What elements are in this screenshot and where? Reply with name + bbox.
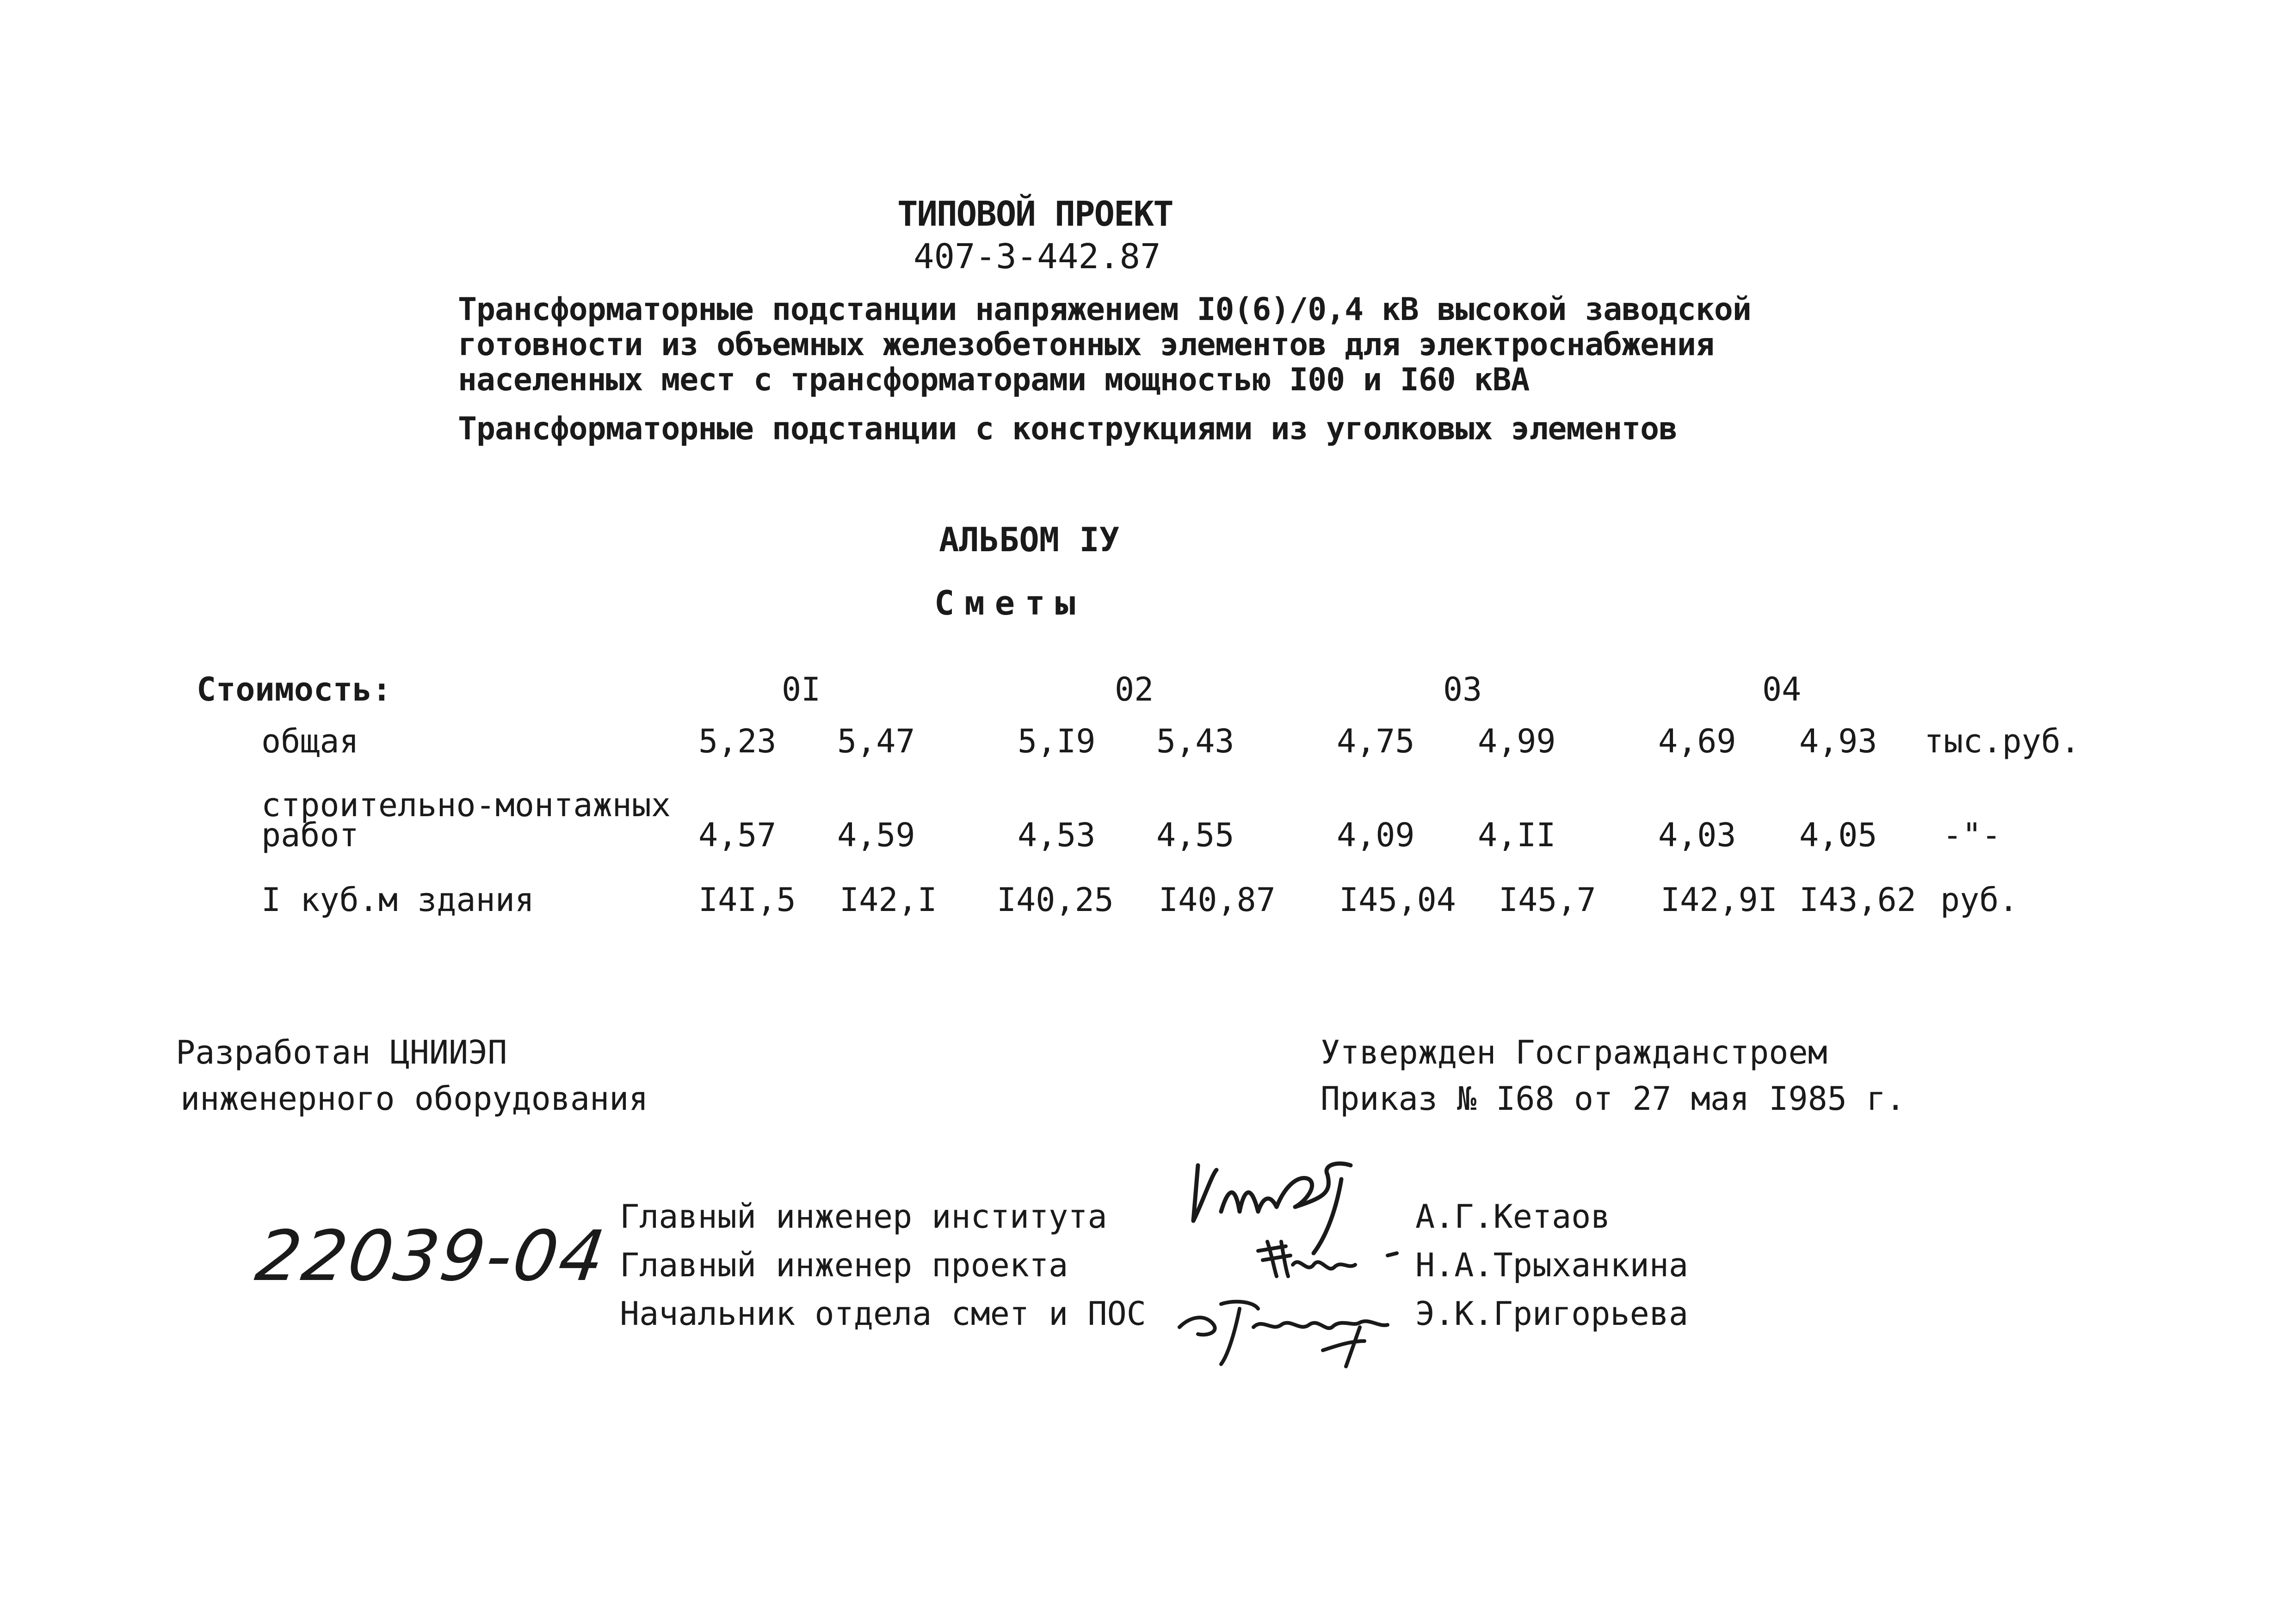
table-cell: I42,I bbox=[839, 881, 937, 919]
table-cell: I40,25 bbox=[997, 881, 1114, 919]
table-cell: I45,04 bbox=[1339, 881, 1456, 919]
table-cell: 4,II bbox=[1478, 816, 1556, 854]
table-cell: 4,93 bbox=[1799, 722, 1877, 760]
approval-line-1: Утвержден Госгражданстроем bbox=[1321, 1034, 1827, 1071]
table-cell: 4,57 bbox=[698, 816, 777, 854]
signatory-title-chief-engineer-project: Главный инженер проекта bbox=[620, 1246, 1068, 1284]
column-header-04: 04 bbox=[1762, 671, 1802, 708]
table-cell: 4,03 bbox=[1658, 816, 1736, 854]
table-cell: 5,43 bbox=[1156, 722, 1234, 760]
unit-label: -"- bbox=[1943, 816, 2001, 854]
project-type-heading: ТИПОВОЙ ПРОЕКТ bbox=[897, 194, 1173, 234]
album-title: Сметы bbox=[934, 584, 1086, 622]
description-line-2: готовности из объемных железобетонных элементов для электроснабжения bbox=[458, 326, 1714, 363]
table-cell: I40,87 bbox=[1159, 881, 1276, 919]
signatory-name-3: Э.К.Григорьева bbox=[1415, 1295, 1689, 1333]
table-cell: 4,75 bbox=[1337, 722, 1415, 760]
approval-line-2: Приказ № I68 от 27 мая I985 г. bbox=[1321, 1080, 1906, 1118]
table-cell: 4,55 bbox=[1156, 816, 1234, 854]
row-label-construction-line-1: строительно-монтажных bbox=[261, 786, 671, 824]
signatory-name-1: А.Г.Кетаов bbox=[1415, 1198, 1611, 1236]
row-label-per-cubic-meter: I куб.м здания bbox=[261, 881, 535, 919]
table-cell: I42,9I bbox=[1660, 881, 1778, 919]
table-cell: 4,99 bbox=[1478, 722, 1556, 760]
table-cell: 4,53 bbox=[1018, 816, 1096, 854]
table-cell: I43,62 bbox=[1799, 881, 1916, 919]
table-cell: 4,59 bbox=[837, 816, 915, 854]
description-line-1: Трансформаторные подстанции напряжением I0(6)/0,4 кВ высокой заводской bbox=[458, 291, 1751, 328]
table-cell: I4I,5 bbox=[698, 881, 796, 919]
table-cell: 5,47 bbox=[837, 722, 915, 760]
table-cell: I45,7 bbox=[1499, 881, 1596, 919]
cost-label: Стоимость: bbox=[197, 671, 392, 708]
table-cell: 4,09 bbox=[1337, 816, 1415, 854]
signature-2 bbox=[1249, 1232, 1411, 1283]
subtitle: Трансформаторные подстанции с конструкциями из уголковых элементов bbox=[458, 411, 1678, 447]
column-header-01: 0I bbox=[782, 671, 821, 708]
developer-line-2: инженерного оборудования bbox=[180, 1080, 648, 1118]
table-cell: 4,05 bbox=[1799, 816, 1877, 854]
unit-label: тыс.руб. bbox=[1924, 722, 2080, 760]
table-cell: 5,23 bbox=[698, 722, 777, 760]
row-label-construction-line-2: работ bbox=[261, 816, 359, 854]
signatory-title-head-estimates: Начальник отдела смет и ПОС bbox=[620, 1295, 1146, 1333]
signatory-title-chief-engineer-institute: Главный инженер института bbox=[620, 1198, 1107, 1236]
table-cell: 4,69 bbox=[1658, 722, 1736, 760]
description-line-3: населенных мест с трансформаторами мощностью I00 и I60 кВА bbox=[458, 362, 1530, 398]
row-label-total: общая bbox=[261, 722, 359, 760]
project-number: 407-3-442.87 bbox=[913, 237, 1161, 277]
table-cell: 5,I9 bbox=[1018, 722, 1096, 760]
column-header-02: 02 bbox=[1115, 671, 1154, 708]
signatory-name-2: Н.А.Трыханкина bbox=[1415, 1246, 1689, 1284]
document-number: 22039-04 bbox=[251, 1216, 611, 1297]
developer-line-1: Разработан ЦНИИЭП bbox=[176, 1034, 507, 1071]
album-heading: АЛЬБОМ IУ bbox=[939, 520, 1120, 559]
unit-label: руб. bbox=[1940, 881, 2018, 919]
column-header-03: 03 bbox=[1443, 671, 1482, 708]
signature-3 bbox=[1170, 1281, 1429, 1369]
